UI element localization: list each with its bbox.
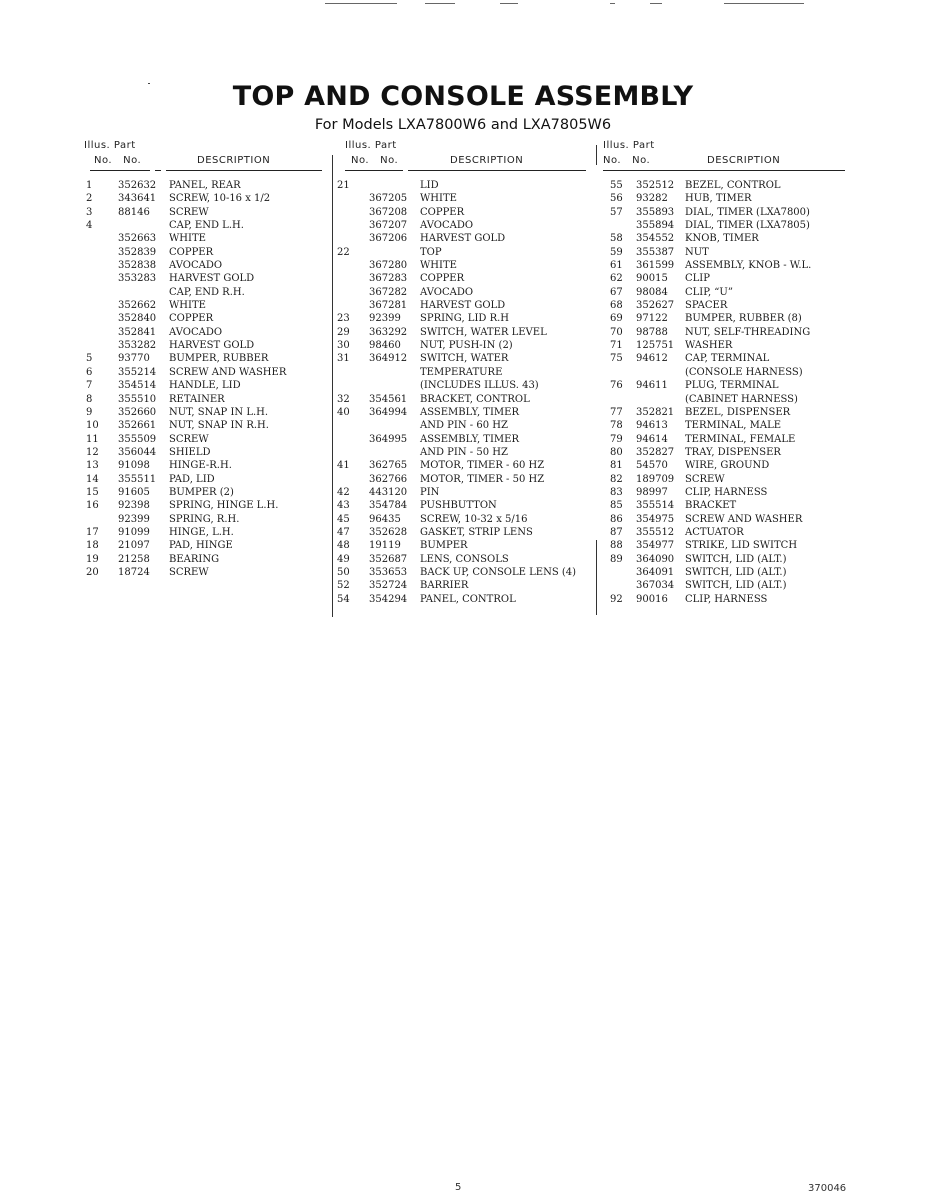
part-description: WHITE	[169, 233, 206, 245]
header-no-no: No. No.	[603, 155, 651, 166]
part-description: HINGE, L.H.	[169, 526, 234, 538]
part-description: LID	[420, 180, 439, 191]
part-description: DIAL, TIMER (LXA7805)	[685, 220, 810, 232]
part-description: HUB, TIMER	[685, 193, 752, 205]
illus-number: 41	[337, 460, 350, 472]
part-description: SCREW, 10-32 x 5/16	[420, 513, 528, 525]
part-number: 352840	[118, 313, 157, 325]
part-description: BUMPER	[420, 540, 468, 552]
part-description: SCREW	[169, 433, 209, 445]
header-illus-part: Illus. Part	[345, 140, 397, 151]
part-description: BACK UP, CONSOLE LENS (4)	[420, 566, 577, 578]
part-description: SPRING, R.H.	[169, 513, 240, 525]
part-description: LENS, CONSOLS	[420, 553, 509, 565]
part-number: 353282	[118, 340, 157, 352]
part-number: 91605	[118, 486, 150, 498]
part-number: 367205	[369, 193, 408, 205]
header-rule	[166, 170, 322, 171]
part-description: (CONSOLE HARNESS)	[685, 366, 803, 378]
part-number: 352662	[118, 300, 157, 312]
part-description: BUMPER, RUBBER (8)	[685, 313, 802, 325]
illus-number: 17	[86, 526, 99, 538]
part-description: (INCLUDES ILLUS. 43)	[420, 380, 539, 392]
part-description: NUT, SELF-THREADING	[685, 326, 811, 338]
part-description: CAP, END L.H.	[169, 220, 244, 232]
part-number: 352628	[369, 526, 408, 538]
part-number: 352838	[118, 260, 157, 272]
part-description: WHITE	[169, 300, 206, 312]
part-description: PANEL, CONTROL	[420, 593, 516, 605]
part-number: 352627	[636, 300, 675, 312]
part-description: AVOCADO	[169, 326, 223, 338]
part-description: SCREW, 10-16 x 1/2	[169, 193, 271, 205]
part-description: SWITCH, LID (ALT.)	[685, 553, 787, 565]
part-description: COPPER	[420, 206, 465, 218]
part-number: 352687	[369, 553, 408, 565]
part-number: 96435	[369, 513, 401, 525]
part-number: 364912	[369, 353, 408, 365]
part-number: 88146	[118, 206, 150, 218]
part-description: PLUG, TERMINAL	[685, 380, 779, 392]
part-number: 362766	[369, 473, 408, 485]
part-description: COPPER	[420, 273, 465, 285]
part-description: AVOCADO	[420, 220, 474, 232]
illus-number: 80	[610, 446, 623, 458]
part-number: 355387	[636, 246, 675, 258]
part-number: 364090	[636, 553, 675, 565]
part-number: 352827	[636, 446, 675, 458]
illus-number: 45	[337, 513, 350, 525]
illus-number: 82	[610, 473, 623, 485]
illus-number: 79	[610, 433, 623, 445]
part-number: 125751	[636, 340, 675, 352]
part-number: 352841	[118, 326, 157, 338]
part-number: 353653	[369, 566, 408, 578]
illus-number: 48	[337, 540, 350, 552]
scan-artifact-line	[342, 3, 397, 4]
header-rule	[345, 170, 403, 171]
header-description: DESCRIPTION	[707, 155, 781, 166]
part-description: AND PIN - 60 HZ	[420, 420, 508, 432]
part-description: GASKET, STRIP LENS	[420, 526, 533, 538]
part-description: HANDLE, LID	[169, 380, 241, 392]
part-description: WHITE	[420, 193, 457, 205]
part-description: BEARING	[169, 553, 220, 565]
illus-number: 87	[610, 526, 623, 538]
part-description: CLIP	[685, 273, 710, 285]
part-description: BUMPER (2)	[169, 486, 234, 498]
illus-number: 19	[86, 553, 99, 565]
illus-number: 2	[86, 193, 93, 205]
illus-number: 55	[610, 180, 623, 191]
part-description: CLIP, HARNESS	[685, 486, 768, 498]
illus-number: 10	[86, 420, 99, 432]
part-description: (CABINET HARNESS)	[685, 393, 798, 405]
part-number: 94611	[636, 380, 668, 392]
part-number: 94613	[636, 420, 668, 432]
column-header	[82, 140, 322, 172]
header-no-no: No. No.	[94, 155, 142, 166]
header-rule	[603, 170, 845, 171]
part-description: CLIP, “U”	[685, 286, 733, 298]
part-description: PUSHBUTTON	[420, 500, 497, 512]
part-description: KNOB, TIMER	[685, 233, 759, 245]
part-description: BRACKET, CONTROL	[420, 393, 530, 405]
illus-number: 67	[610, 286, 623, 298]
part-description: HARVEST GOLD	[169, 340, 255, 352]
scan-artifact-line	[650, 3, 662, 4]
part-number: 356044	[118, 446, 157, 458]
column-header	[335, 140, 585, 172]
illus-number: 54	[337, 593, 350, 605]
part-description: HARVEST GOLD	[169, 273, 255, 285]
part-description: SWITCH, WATER	[420, 353, 509, 365]
illus-number: 14	[86, 473, 99, 485]
header-rule	[408, 170, 586, 171]
illus-number: 42	[337, 486, 350, 498]
header-description: DESCRIPTION	[450, 155, 524, 166]
part-number: 355512	[636, 526, 675, 538]
illus-number: 9	[86, 406, 93, 418]
part-number: 354784	[369, 500, 408, 512]
part-description: SWITCH, LID (ALT.)	[685, 580, 787, 592]
illus-number: 83	[610, 486, 623, 498]
illus-number: 57	[610, 206, 623, 218]
parts-column-2	[335, 140, 585, 605]
part-number: 92399	[369, 313, 401, 325]
header-rule	[90, 170, 150, 171]
illus-number: 47	[337, 526, 350, 538]
part-description: ACTUATOR	[685, 526, 744, 538]
part-number: 352724	[369, 580, 408, 592]
part-description: TERMINAL, MALE	[685, 420, 782, 432]
part-description: STRIKE, LID SWITCH	[685, 540, 798, 552]
illus-number: 70	[610, 326, 623, 338]
illus-number: 13	[86, 460, 99, 472]
part-number: 94612	[636, 353, 668, 365]
illus-number: 62	[610, 273, 623, 285]
part-description: PIN	[420, 486, 440, 498]
header-illus-part: Illus. Part	[603, 140, 655, 151]
part-description: TERMINAL, FEMALE	[685, 433, 796, 445]
part-number: 97122	[636, 313, 668, 325]
column-header	[600, 140, 845, 172]
part-description: PANEL, REAR	[169, 180, 241, 191]
part-description: SHIELD	[169, 446, 211, 458]
part-number: 54570	[636, 460, 668, 472]
part-number: 354514	[118, 380, 157, 392]
parts-column-3	[600, 140, 845, 605]
part-number: 367034	[636, 580, 675, 592]
illus-number: 16	[86, 500, 99, 512]
part-description: PAD, LID	[169, 473, 215, 485]
illus-number: 6	[86, 366, 93, 378]
part-number: 352661	[118, 420, 157, 432]
part-description: WHITE	[420, 260, 457, 272]
header-rule	[155, 170, 161, 171]
page-number: 5	[455, 1182, 462, 1193]
part-number: 92398	[118, 500, 150, 512]
illus-number: 31	[337, 353, 350, 365]
part-description: ASSEMBLY, KNOB - W.L.	[685, 260, 812, 272]
part-number: 354975	[636, 513, 675, 525]
illus-number: 89	[610, 553, 623, 565]
part-description: BARRIER	[420, 580, 469, 592]
part-number: 355510	[118, 393, 157, 405]
page-subtitle: For Models LXA7800W6 and LXA7805W6	[314, 117, 612, 133]
illus-number: 56	[610, 193, 623, 205]
part-number: 352839	[118, 246, 157, 258]
illus-number: 4	[86, 220, 93, 232]
part-number: 364994	[369, 406, 408, 418]
illus-number: 12	[86, 446, 99, 458]
illus-number: 1	[86, 180, 93, 191]
part-description: TRAY, DISPENSER	[685, 446, 781, 458]
part-number: 361599	[636, 260, 675, 272]
part-number: 92399	[118, 513, 150, 525]
part-description: BEZEL, CONTROL	[685, 180, 781, 191]
part-number: 93282	[636, 193, 668, 205]
illus-number: 23	[337, 313, 350, 325]
part-description: SCREW AND WASHER	[685, 513, 803, 525]
part-number: 90015	[636, 273, 668, 285]
part-description: AVOCADO	[420, 286, 474, 298]
part-number: 91098	[118, 460, 150, 472]
part-description: CAP, END R.H.	[169, 286, 245, 298]
part-number: 367206	[369, 233, 408, 245]
page-title: TOP AND CONSOLE ASSEMBLY	[232, 81, 694, 112]
part-number: 90016	[636, 593, 668, 605]
illus-number: 71	[610, 340, 623, 352]
part-number: 355214	[118, 366, 157, 378]
header-description: DESCRIPTION	[197, 155, 271, 166]
part-number: 98997	[636, 486, 668, 498]
illus-number: 58	[610, 233, 623, 245]
column-divider	[596, 540, 597, 615]
part-description: SCREW	[169, 566, 209, 578]
part-number: 364995	[369, 433, 408, 445]
part-number: 367282	[369, 286, 408, 298]
part-number: 354561	[369, 393, 408, 405]
illus-number: 49	[337, 553, 350, 565]
illus-number: 59	[610, 246, 623, 258]
part-number: 367283	[369, 273, 408, 285]
part-description: CAP, TERMINAL	[685, 353, 770, 365]
part-description: SWITCH, WATER LEVEL	[420, 326, 547, 338]
illus-number: 81	[610, 460, 623, 472]
part-description: MOTOR, TIMER - 50 HZ	[420, 473, 545, 485]
illus-number: 20	[86, 566, 99, 578]
illus-number: 7	[86, 380, 93, 392]
part-description: SWITCH, LID (ALT.)	[685, 566, 787, 578]
part-description: SCREW AND WASHER	[169, 366, 287, 378]
illus-number: 50	[337, 566, 350, 578]
illus-number: 77	[610, 406, 623, 418]
part-number: 355894	[636, 220, 675, 232]
illus-number: 43	[337, 500, 350, 512]
part-number: 367281	[369, 300, 408, 312]
part-description: CLIP, HARNESS	[685, 593, 768, 605]
part-description: NUT	[685, 246, 709, 258]
illus-number: 29	[337, 326, 350, 338]
part-number: 352512	[636, 180, 675, 191]
part-number: 355511	[118, 473, 157, 485]
scan-artifact-line	[425, 3, 455, 4]
illus-number: 18	[86, 540, 99, 552]
illus-number: 5	[86, 353, 93, 365]
part-number: 21097	[118, 540, 150, 552]
part-description: TEMPERATURE	[420, 366, 503, 378]
part-description: HINGE-R.H.	[169, 460, 232, 472]
part-description: DIAL, TIMER (LXA7800)	[685, 206, 810, 218]
part-description: SPRING, LID R.H	[420, 313, 510, 325]
part-number: 363292	[369, 326, 408, 338]
part-description: RETAINER	[169, 393, 225, 405]
scan-artifact-line	[500, 3, 518, 4]
header-no-no: No. No.	[351, 155, 399, 166]
part-number: 93770	[118, 353, 150, 365]
part-number: 19119	[369, 540, 401, 552]
part-number: 98460	[369, 340, 401, 352]
part-number: 98084	[636, 286, 668, 298]
part-description: AND PIN - 50 HZ	[420, 446, 508, 458]
part-description: COPPER	[169, 313, 214, 325]
illus-number: 68	[610, 300, 623, 312]
illus-number: 76	[610, 380, 623, 392]
part-description: BEZEL, DISPENSER	[685, 406, 791, 418]
part-number: 354552	[636, 233, 675, 245]
illus-number: 86	[610, 513, 623, 525]
part-description: HARVEST GOLD	[420, 233, 506, 245]
illus-number: 8	[86, 393, 93, 405]
part-description: NUT, SNAP IN L.H.	[169, 406, 269, 418]
part-number: 352632	[118, 180, 157, 191]
document-code: 370046	[808, 1183, 847, 1194]
part-number: 364091	[636, 566, 675, 578]
part-number: 362765	[369, 460, 408, 472]
part-number: 367207	[369, 220, 408, 232]
part-description: SCREW	[685, 473, 725, 485]
illus-number: 78	[610, 420, 623, 432]
illus-number: 11	[86, 433, 99, 445]
part-description: BRACKET	[685, 500, 737, 512]
part-number: 355509	[118, 433, 157, 445]
illus-number: 22	[337, 246, 350, 258]
part-number: 94614	[636, 433, 668, 445]
scan-artifact-line	[724, 3, 804, 4]
part-number: 21258	[118, 553, 150, 565]
part-description: WASHER	[685, 340, 733, 352]
part-number: 352663	[118, 233, 157, 245]
part-description: AVOCADO	[169, 260, 223, 272]
part-number: 354294	[369, 593, 408, 605]
column-divider	[332, 155, 333, 617]
illus-number: 32	[337, 393, 350, 405]
part-number: 189709	[636, 473, 675, 485]
part-description: MOTOR, TIMER - 60 HZ	[420, 460, 545, 472]
illus-number: 40	[337, 406, 350, 418]
part-description: HARVEST GOLD	[420, 300, 506, 312]
parts-column-1	[82, 140, 322, 578]
part-number: 98788	[636, 326, 668, 338]
illus-number: 75	[610, 353, 623, 365]
part-number: 443120	[369, 486, 408, 498]
part-number: 18724	[118, 566, 150, 578]
part-description: PAD, HINGE	[169, 540, 233, 552]
part-description: NUT, SNAP IN R.H.	[169, 420, 269, 432]
part-number: 367280	[369, 260, 408, 272]
part-number: 343641	[118, 193, 157, 205]
header-illus-part: Illus. Part	[84, 140, 136, 151]
part-description: WIRE, GROUND	[685, 460, 770, 472]
part-description: ASSEMBLY, TIMER	[420, 433, 519, 445]
illus-number: 21	[337, 180, 350, 191]
part-number: 353283	[118, 273, 157, 285]
illus-number: 92	[610, 593, 623, 605]
illus-number: 85	[610, 500, 623, 512]
part-number: 352660	[118, 406, 157, 418]
part-number: 352821	[636, 406, 675, 418]
part-number: 367208	[369, 206, 408, 218]
illus-number: 69	[610, 313, 623, 325]
part-description: SPRING, HINGE L.H.	[169, 500, 279, 512]
part-description: COPPER	[169, 246, 214, 258]
illus-number: 52	[337, 580, 350, 592]
scan-artifact-line	[610, 3, 615, 4]
part-number: 355893	[636, 206, 675, 218]
part-number: 91099	[118, 526, 150, 538]
illus-number: 30	[337, 340, 350, 352]
illus-number: 88	[610, 540, 623, 552]
part-number: 354977	[636, 540, 675, 552]
part-description: TOP	[420, 246, 442, 258]
part-description: SPACER	[685, 300, 728, 312]
illus-number: 61	[610, 260, 623, 272]
illus-number: 3	[86, 206, 93, 218]
part-number: 355514	[636, 500, 675, 512]
part-description: ASSEMBLY, TIMER	[420, 406, 519, 418]
part-description: NUT, PUSH-IN (2)	[420, 340, 513, 352]
part-description: BUMPER, RUBBER	[169, 353, 269, 365]
illus-number: 15	[86, 486, 99, 498]
column-divider	[596, 145, 597, 165]
part-description: SCREW	[169, 206, 209, 218]
